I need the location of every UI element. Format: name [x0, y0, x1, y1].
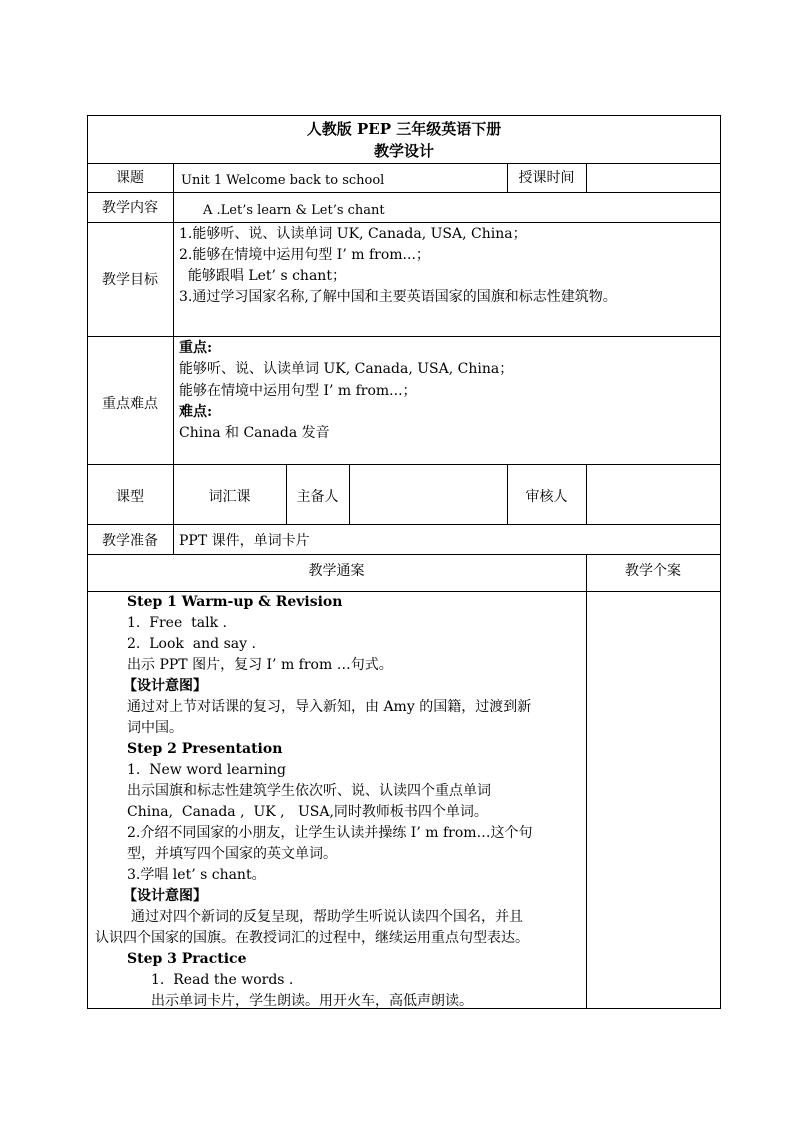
body-line: 通过对上节对话课的复习，导入新知，由 Amy 的国籍，过渡到新: [127, 699, 532, 715]
body-line: 认识四个国家的国旗。在教授词汇的过程中，继续运用重点句型表达。: [95, 930, 529, 946]
topic-label: 课题: [116, 170, 144, 186]
time-label: 授课时间: [518, 170, 575, 186]
body-line: 3.学唱 let’ s chant。: [127, 867, 266, 883]
rule-topic: [87, 192, 721, 193]
objective-line: 能够跟唱 Let’ s chant；: [179, 268, 346, 284]
rule-individual-col: [586, 554, 587, 1009]
body-line: 1. Read the words .: [151, 972, 294, 988]
design-intent-heading: 【设计意图】: [123, 678, 207, 694]
key-line: 能够听、说、认读单词 UK, Canada, USA, China；: [179, 361, 514, 377]
key-heading: 重点:: [179, 340, 213, 356]
rule-objectives: [87, 336, 721, 337]
body-line: 词中国。: [127, 720, 183, 736]
body-line: 2.介绍不同国家的小朋友，让学生认读并操练 I’ m from…这个句: [127, 825, 533, 841]
doc-title: 人教版 PEP 三年级英语下册: [306, 120, 502, 138]
objective-line: 3.通过学习国家名称,了解中国和主要英语国家的国旗和标志性建筑物。: [179, 289, 617, 305]
rule-type-2: [349, 464, 350, 525]
preparation-label: 教学准备: [102, 533, 158, 549]
step-heading: Step 1 Warm-up & Revision: [127, 594, 343, 610]
body-line: 通过对四个新词的反复呈现，帮助学生听说认读四个国名，并且: [131, 909, 523, 925]
content-value: A .Let’s learn & Let’s chant: [203, 203, 385, 218]
border-right: [720, 115, 721, 1009]
difficulty-line: China 和 Canada 发音: [179, 425, 330, 441]
body-line: 1. New word learning: [127, 762, 287, 778]
border-left: [87, 115, 88, 1009]
step-heading: Step 3 Practice: [127, 951, 247, 967]
objective-line: 2.能够在情境中运用句型 I’ m from...；: [179, 247, 430, 263]
objectives-label: 教学目标: [102, 272, 158, 288]
key-line: 能够在情境中运用句型 I’ m from...；: [179, 383, 417, 399]
rule-title: [87, 163, 721, 164]
body-line: 出示国旗和标志性建筑学生依次听、说、认读四个重点单词: [127, 783, 491, 799]
preparer-label: 主备人: [296, 489, 339, 505]
step-heading: Step 2 Presentation: [127, 741, 283, 757]
individual-plan-header: 教学个案: [625, 563, 681, 579]
rule-keypoints: [87, 464, 721, 465]
border-top: [87, 115, 721, 116]
rule-type: [87, 524, 721, 525]
lesson-plan-table: [87, 115, 721, 1009]
body-line: 2. Look and say .: [127, 636, 256, 652]
body-line: 出示 PPT 图片，复习 I’ m from …句式。: [127, 657, 393, 673]
rule-columns: [87, 591, 721, 592]
objective-line: 1.能够听、说、认读单词 UK, Canada, USA, China；: [179, 226, 527, 242]
lesson-type-label: 课型: [116, 489, 144, 505]
body-line: 1. Free talk .: [127, 615, 227, 631]
design-intent-heading: 【设计意图】: [123, 888, 207, 904]
difficulty-heading: 难点:: [179, 404, 213, 420]
body-line: China, Canada , UK , USA,同时教师板书四个单词。: [127, 804, 488, 820]
lesson-type-value: 词汇课: [208, 489, 251, 505]
content-label: 教学内容: [102, 200, 158, 216]
body-line: 出示单词卡片，学生朗读。用开火车，高低声朗读。: [151, 993, 473, 1009]
rule-prep: [87, 554, 721, 555]
rule-type-4: [586, 464, 587, 525]
keypoints-label: 重点难点: [102, 396, 158, 412]
reviewer-label: 审核人: [525, 489, 568, 505]
body-line: 型，并填写四个国家的英文单词。: [127, 846, 337, 862]
topic-value: Unit 1 Welcome back to school: [181, 173, 385, 188]
common-plan-header: 教学通案: [308, 563, 365, 579]
rule-content: [87, 222, 721, 223]
rule-time-right: [586, 163, 587, 193]
preparation-value: PPT 课件，单词卡片: [179, 533, 310, 549]
doc-subtitle: 教学设计: [373, 142, 434, 160]
